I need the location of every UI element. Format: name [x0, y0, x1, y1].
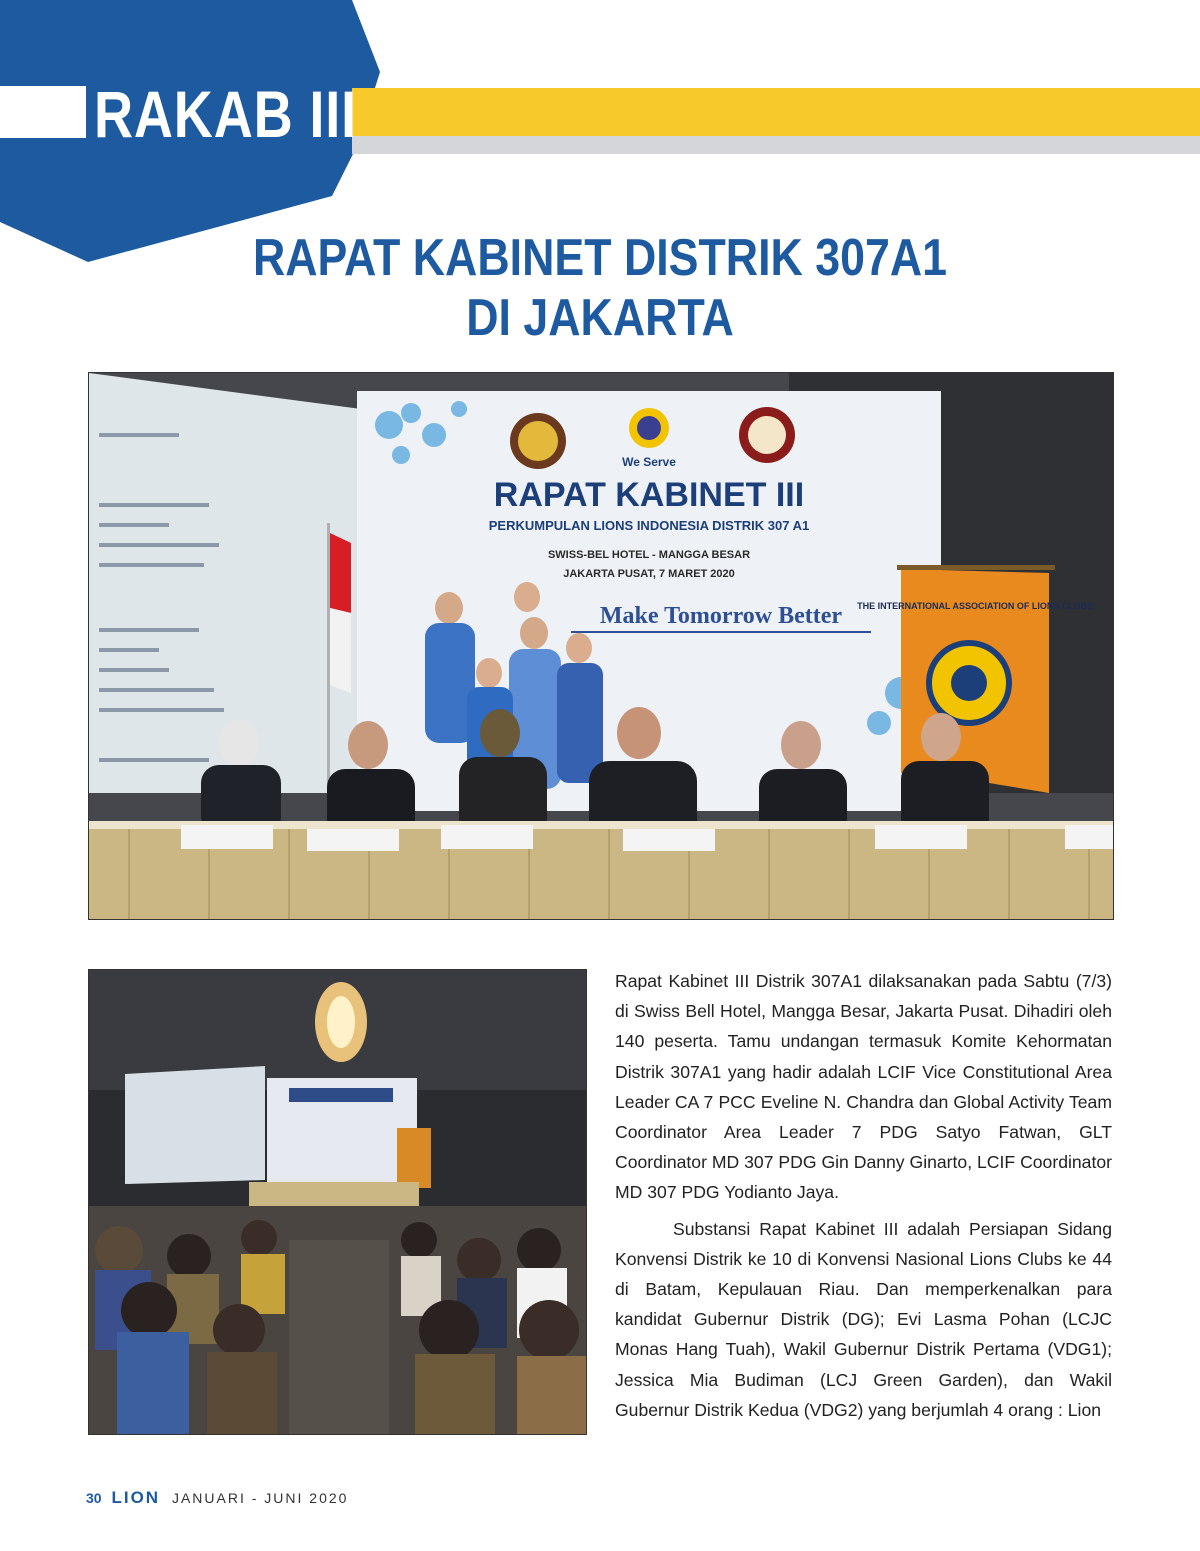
issue-label: JANUARI - JUNI 2020: [171, 1490, 349, 1506]
header-white-band: [0, 86, 86, 138]
banner-venue: SWISS-BEL HOTEL - MANGGA BESAR: [547, 549, 751, 561]
section-label: RAKAB III: [94, 77, 357, 151]
banner-motto: Make Tomorrow Better: [599, 603, 843, 629]
headline-line-2: DI JAKARTA: [466, 289, 734, 347]
pennant-text: THE INTERNATIONAL ASSOCIATION OF LIONS CLUBS: [857, 601, 1093, 611]
page-headline: [0, 228, 1200, 348]
banner-subtitle: PERKUMPULAN LIONS INDONESIA DISTRIK 307 A1: [488, 518, 810, 533]
room-photo-illustration: [89, 970, 586, 1434]
page-number: 30: [86, 1490, 102, 1506]
banner-title: RAPAT KABINET III: [493, 476, 805, 514]
magazine-name: LION: [111, 1488, 161, 1507]
headline-line-1: RAPAT KABINET DISTRIK 307A1: [252, 229, 948, 287]
main-photo-illustration: [89, 373, 1113, 919]
room-photo: [88, 969, 587, 1435]
article-body: [615, 966, 1112, 1431]
header-gray-bar: [352, 136, 1200, 154]
page-footer: [86, 1488, 348, 1508]
header-yellow-bar: [352, 88, 1200, 136]
banner-place-date: JAKARTA PUSAT, 7 MARET 2020: [563, 568, 735, 580]
banner-tagline: We Serve: [622, 455, 676, 469]
article-paragraph-2: Substansi Rapat Kabinet III adalah Persiapan Sidang Konvensi Distrik ke 10 di Konvensi Nasional Lions Clubs ke 44 di Batam, Kepulauan Riau. Dan memperkenalkan para kandidat Gubernur Distrik (DG); Evi Lasma Pohan (LCJC Monas Hang Tuah), Wakil Gubernur Distrik Pertama (VDG1); Jessica Mia Budiman (LCJ Green Garden), dan Wakil Gubernur Distrik Kedua (VDG2) yang berjumlah 4 orang : Lion: [615, 1218, 1112, 1420]
main-photo: [88, 372, 1114, 920]
article-paragraph-1: Rapat Kabinet III Distrik 307A1 dilaksanakan pada Sabtu (7/3) di Swiss Bell Hotel, Mangga Besar, Jakarta Pusat. Dihadiri oleh 140 peserta. Tamu undangan termasuk Komite Kehormatan Distrik 307A1 yang hadir adalah LCIF Vice Constitutional Area Leader CA 7 PCC Eveline N. Chandra dan Global Activity Team Coordinator Area Leader 7 PDG Satyo Fatwan, GLT Coordinator MD 307 PDG Gin Danny Ginarto, LCIF Coordinator MD 307 PDG Yodianto Jaya.: [615, 971, 1112, 1203]
